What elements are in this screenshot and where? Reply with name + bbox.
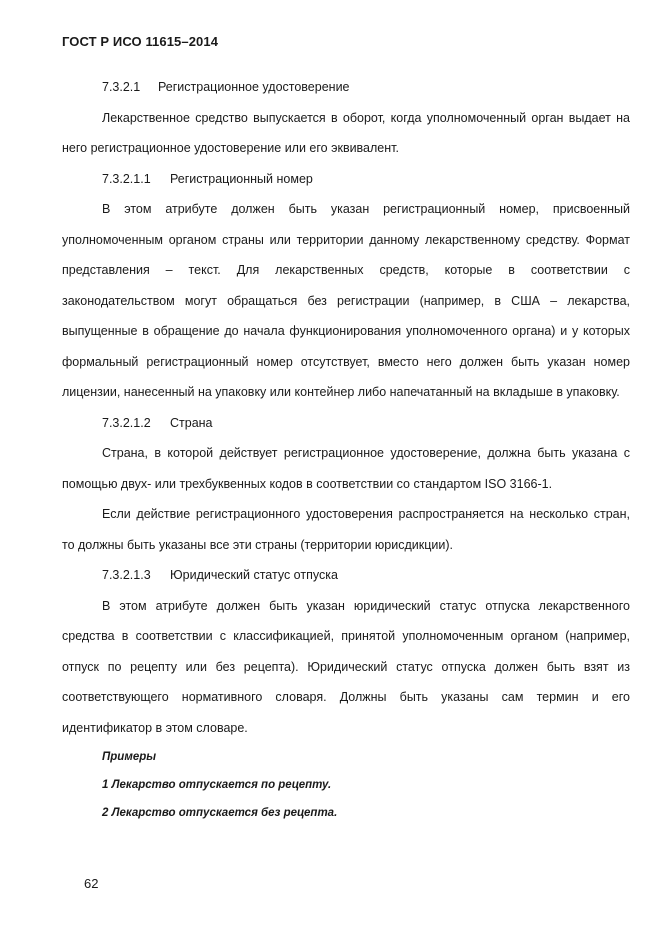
section-heading-7-3-2-1-2 <box>62 408 630 439</box>
section-heading-7-3-2-1-3 <box>62 560 630 591</box>
examples-heading: Примеры <box>102 751 157 763</box>
section-title: Страна <box>170 415 213 430</box>
section-number: 7.3.2.1.3 <box>102 568 151 582</box>
section-title: Регистрационное удостоверение <box>158 80 350 94</box>
paragraph: В этом атрибуте должен быть указан юридический статус отпуска лекарственного средства в соответствии с классификацией, принятой уполномоченным органом (например, отпуск по рецепту или без рецепта). Юридический статус отпуска должен быть взят из соответствующего нормативного словаря. Должны быть указаны сам термин и его идентификатор в этом словаре. <box>62 598 630 735</box>
section-number: 7.3.2.1 <box>102 80 141 94</box>
section-title: Юридический статус отпуска <box>170 568 338 582</box>
paragraph: Если действие регистрационного удостоверения распространяется на несколько стран, то должны быть указаны все эти страны (территории юрисдикции). <box>62 507 630 552</box>
example-item: 1 Лекарство отпускается по рецепту. <box>102 779 332 791</box>
document-body <box>62 72 630 827</box>
section-number: 7.3.2.1.1 <box>102 171 151 186</box>
page-number: 62 <box>84 876 99 891</box>
paragraph: Лекарственное средство выпускается в оборот, когда уполномоченный орган выдает на него регистрационное удостоверение или его эквивалент. <box>62 110 630 155</box>
paragraph: В этом атрибуте должен быть указан регистрационный номер, присвоенный уполномоченным органом страны или территории данному лекарственному средству. Формат представления – текст. Для лекарственных средств, которые в соответствии с законодательством могут обращаться без регистрации (например, в США – лекарства, выпущенные в обращение до начала функционирования уполномоченного органа) и у которых формальный регистрационный номер отсутствует, вместо него должен быть указан номер лицензии, нанесенный на упаковку или контейнер либо напечатанный на вкладыше в упаковку. <box>62 202 630 399</box>
section-heading-7-3-2-1 <box>62 72 630 103</box>
section-heading-7-3-2-1-1 <box>62 164 630 195</box>
section-number: 7.3.2.1.2 <box>102 415 151 430</box>
example-item: 2 Лекарство отпускается без рецепта. <box>102 807 338 819</box>
document-header: ГОСТ Р ИСО 11615–2014 <box>62 34 219 49</box>
section-title: Регистрационный номер <box>170 171 313 186</box>
paragraph: Страна, в которой действует регистрационное удостоверение, должна быть указана с помощью двух- или трехбуквенных кодов в соответствии со стандартом ISO 3166-1. <box>62 446 630 491</box>
